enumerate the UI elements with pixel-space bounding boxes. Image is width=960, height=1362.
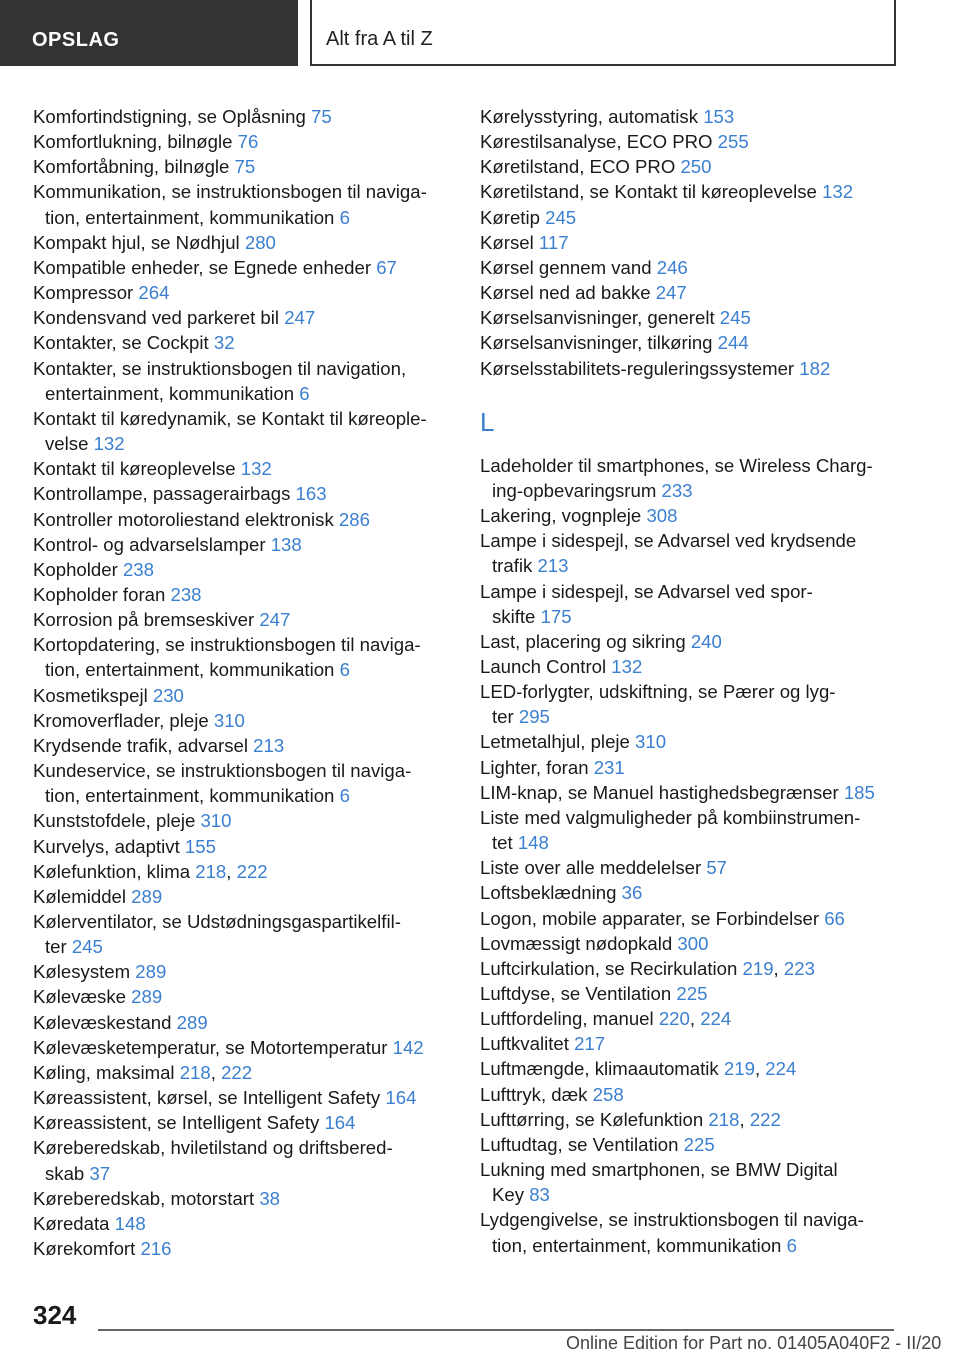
index-entry [33, 1085, 453, 1110]
entry-term: Kørselsanvisninger, generelt [480, 307, 720, 329]
page-reference-link[interactable]: 117 [538, 231, 569, 253]
entry-term: Kølevæske [33, 986, 132, 1008]
entry-term: Krydsende trafik, advarsel [33, 734, 254, 756]
index-entry [480, 255, 900, 280]
page-reference-link[interactable]: 153 [703, 106, 735, 127]
entry-term: Liste over alle meddelelser [480, 857, 707, 879]
entry-term: Lampe i sidespejl, se Advarsel ved krydsende [480, 530, 857, 552]
entry-term: Lydgengivelse, se instruktionsbogen til naviga- [480, 1209, 864, 1231]
page-reference-link[interactable]: 222 [221, 1061, 253, 1083]
index-entry [33, 356, 453, 406]
entry-term: Lighter, foran [480, 756, 594, 778]
page-reference-link[interactable]: 148 [114, 1212, 146, 1234]
page-reference-link[interactable]: 247 [259, 609, 291, 631]
entry-term: Lakering, vognpleje [480, 505, 647, 527]
index-entry [480, 1157, 900, 1207]
index-entry [480, 981, 900, 1006]
index-entry [33, 280, 453, 305]
entry-term: Kontrol- og advarselslamper [33, 533, 271, 555]
entry-term: Kopholder [33, 558, 123, 580]
page-reference-link[interactable]: 83 [529, 1184, 550, 1206]
entry-term: Kørsel gennem vand [480, 256, 657, 278]
entry-term: Lufttryk, dæk [480, 1083, 593, 1105]
entry-term: Køreassistent, kørsel, se Intelligent Safety [33, 1087, 386, 1109]
page-reference-link[interactable]: 182 [799, 357, 831, 379]
page-reference-link[interactable]: 6 [339, 206, 350, 228]
index-entry [33, 909, 453, 959]
page-reference-link[interactable]: 244 [717, 332, 749, 354]
index-entry [33, 959, 453, 984]
page-reference-link[interactable]: 132 [611, 655, 643, 677]
page-reference-link[interactable]: 163 [295, 483, 327, 505]
index-entry [480, 805, 900, 855]
index-entry [33, 607, 453, 632]
page-reference-link[interactable]: 245 [545, 206, 577, 228]
index-entry [33, 708, 453, 733]
entry-term: Kontakt til køredynamik, se Kontakt til køreople- [33, 407, 427, 429]
page-reference-link[interactable]: 231 [593, 756, 625, 778]
entry-term: Kopholder foran [33, 583, 171, 605]
index-entry [33, 1236, 453, 1261]
page-reference-link[interactable]: 185 [843, 781, 875, 803]
page-reference-link[interactable]: 300 [677, 932, 709, 954]
page-reference-link[interactable]: 225 [683, 1133, 715, 1155]
index-entry [480, 1056, 900, 1081]
index-entry [33, 733, 453, 758]
entry-term: LIM-knap, se Manuel hastighedsbegrænser [480, 781, 844, 803]
page-reference-link[interactable]: 213 [537, 555, 569, 577]
index-entry [33, 104, 453, 129]
index-entry [480, 305, 900, 330]
index-entry [33, 1186, 453, 1211]
entry-term: Køretilstand, ECO PRO [480, 156, 681, 178]
entry-term: Kølevæskestand [33, 1011, 177, 1033]
index-column-right [480, 104, 900, 1258]
index-entry [480, 780, 900, 805]
page-reference-link[interactable]: 245 [719, 307, 751, 329]
entry-term: Lukning med smartphonen, se BMW Digital [480, 1159, 838, 1181]
page-reference-link[interactable]: 6 [786, 1234, 797, 1256]
index-entry [480, 729, 900, 754]
entry-term-continued: ing-opbevaringsrum [492, 479, 662, 501]
page-reference-link[interactable]: 219 [742, 957, 774, 979]
page-reference-link[interactable]: 132 [93, 433, 125, 455]
index-entry [33, 255, 453, 280]
page-reference-link[interactable]: 289 [176, 1011, 208, 1033]
page-reference-link[interactable]: 75 [311, 106, 332, 127]
entry-term: Køreassistent, se Intelligent Safety [33, 1112, 325, 1134]
page-reference-link[interactable]: 36 [621, 882, 643, 904]
page-reference-link[interactable]: 238 [170, 583, 202, 605]
entry-term: Kontakter, se Cockpit [33, 332, 214, 354]
index-entry [480, 1006, 900, 1031]
index-entry [33, 330, 453, 355]
index-entry [33, 456, 453, 481]
index-entry [33, 1211, 453, 1236]
page-reference-link[interactable]: 142 [392, 1036, 424, 1058]
page-separator: , [689, 1008, 701, 1030]
index-entry [33, 129, 453, 154]
footer-divider [98, 1329, 894, 1331]
index-entry [33, 859, 453, 884]
page-reference-link[interactable]: 264 [138, 282, 170, 304]
index-entry [33, 884, 453, 909]
entry-term: Kromoverflader, pleje [33, 709, 214, 731]
page-reference-link[interactable]: 289 [131, 885, 163, 907]
entry-term: Ladeholder til smartphones, se Wireless Charg- [480, 454, 873, 476]
index-entry [480, 1031, 900, 1056]
entry-term: Kølefunktion, klima [33, 860, 196, 882]
entry-term: Kølevæsketemperatur, se Motortemperatur [33, 1036, 393, 1058]
entry-term: Kørelysstyring, automatisk [480, 106, 704, 127]
page-reference-link[interactable]: 223 [783, 957, 815, 979]
index-entry [480, 205, 900, 230]
index-entry [480, 679, 900, 729]
index-entry [33, 834, 453, 859]
page-separator: , [739, 1108, 750, 1130]
entry-term-continued: tion, entertainment, kommunikation [45, 206, 340, 228]
entry-term: Kølemiddel [33, 885, 132, 907]
entry-term: Logon, mobile apparater, se Forbindelser [480, 907, 825, 929]
entry-term: Kompressor [33, 282, 139, 304]
entry-term-continued: ter [492, 706, 519, 728]
index-column-left [33, 104, 453, 1261]
page-reference-link[interactable]: 308 [646, 505, 678, 527]
entry-term-continued: tion, entertainment, kommunikation [45, 659, 340, 681]
index-entry [480, 154, 900, 179]
index-entry [480, 503, 900, 528]
index-entry [480, 906, 900, 931]
index-entry [480, 528, 900, 578]
footer-edition-text [566, 1333, 941, 1354]
entry-term: Kompatible enheder, se Egnede enheder [33, 256, 377, 278]
entry-term: Kørsel ned ad bakke [480, 282, 656, 304]
entry-term-continued: entertainment, kommunikation [45, 382, 300, 404]
index-entry [480, 931, 900, 956]
index-entry [33, 1110, 453, 1135]
page-reference-link[interactable]: 218 [179, 1061, 211, 1083]
index-entry [33, 305, 453, 330]
section-tab: OPSLAG [0, 0, 298, 66]
entry-term: Launch Control [480, 655, 612, 677]
entry-term-continued: tion, entertainment, kommunikation [492, 1234, 787, 1256]
page-header [0, 0, 960, 66]
index-entry [33, 406, 453, 456]
entry-term-continued: ter [45, 936, 72, 958]
page-reference-link[interactable]: 240 [690, 630, 722, 652]
entry-term-continued: skifte [492, 605, 541, 627]
entry-term: Lampe i sidespejl, se Advarsel ved spor- [480, 580, 813, 602]
page-reference-link[interactable]: 6 [339, 659, 350, 681]
index-group-l [480, 453, 900, 1258]
page-reference-link[interactable]: 222 [749, 1108, 781, 1130]
index-entry [33, 1135, 453, 1185]
index-entry [33, 758, 453, 808]
edition-text: Online Edition for Part no. 01405A040F2 - II/20 [566, 1333, 942, 1353]
entry-term: Liste med valgmuligheder på kombiinstrumen- [480, 806, 861, 828]
page-reference-link[interactable]: 310 [635, 731, 667, 753]
index-entry [33, 507, 453, 532]
index-entry [480, 956, 900, 981]
index-entry [480, 330, 900, 355]
index-entry [33, 1010, 453, 1035]
entry-term-continued: tion, entertainment, kommunikation [45, 785, 340, 807]
page-reference-link[interactable]: 6 [339, 785, 350, 807]
page-reference-link[interactable]: 258 [592, 1083, 624, 1105]
entry-term: Kondensvand ved parkeret bil [33, 307, 285, 329]
entry-term-continued: skab [45, 1162, 90, 1184]
entry-term: Kontrollampe, passagerairbags [33, 483, 296, 505]
index-entry [33, 557, 453, 582]
index-entry [33, 1035, 453, 1060]
entry-term: Kontakter, se instruktionsbogen til navigation, [33, 357, 407, 379]
entry-term: Luftmængde, klimaautomatik [480, 1058, 724, 1080]
index-entry [480, 230, 900, 255]
page-reference-link[interactable]: 289 [131, 986, 163, 1008]
page-reference-link[interactable]: 218 [708, 1108, 740, 1130]
entry-term: Kontakt til køreoplevelse [33, 458, 241, 480]
entry-term: Kørselsstabilitets-reguleringssystemer [480, 357, 800, 379]
entry-term: Kørestilsanalyse, ECO PRO [480, 131, 718, 153]
entry-term: Kundeservice, se instruktionsbogen til naviga- [33, 760, 412, 782]
page-reference-link[interactable]: 38 [259, 1187, 280, 1209]
entry-term: Luftcirkulation, se Recirkulation [480, 957, 743, 979]
page-separator: , [754, 1058, 766, 1080]
entry-term: Luftudtag, se Ventilation [480, 1133, 684, 1155]
page-separator: , [226, 860, 237, 882]
index-entry [33, 1060, 453, 1085]
entry-term: Komfortåbning, bilnøgle [33, 156, 235, 178]
page-reference-link[interactable]: 155 [184, 835, 216, 857]
entry-term: Luftkvalitet [480, 1033, 575, 1055]
page-reference-link[interactable]: 238 [122, 558, 154, 580]
page-reference-link[interactable]: 247 [284, 307, 316, 329]
page-reference-link[interactable]: 216 [140, 1238, 172, 1260]
index-letter-heading: L [480, 406, 495, 437]
entry-term: Kommunikation, se instruktionsbogen til naviga- [33, 181, 427, 203]
page-reference-link[interactable]: 76 [237, 131, 259, 153]
page-reference-link[interactable]: 67 [376, 256, 397, 278]
page-reference-link[interactable]: 138 [270, 533, 302, 555]
entry-term: Kørselsanvisninger, tilkøring [480, 332, 718, 354]
entry-term: Letmetalhjul, pleje [480, 731, 636, 753]
page-reference-link[interactable]: 75 [234, 156, 256, 178]
page-reference-link[interactable]: 218 [195, 860, 227, 882]
entry-term: Lufttørring, se Kølefunktion [480, 1108, 709, 1130]
index-entry [480, 129, 900, 154]
page-separator: , [210, 1061, 222, 1083]
entry-term: Kortopdatering, se instruktionsbogen til naviga- [33, 634, 421, 656]
page-reference-link[interactable]: 213 [253, 734, 285, 756]
page-reference-link[interactable]: 6 [299, 382, 310, 404]
entry-term: Kunststofdele, pleje [33, 810, 201, 832]
index-entry [480, 1107, 900, 1132]
index-group-k [480, 104, 900, 381]
page-reference-link[interactable]: 280 [244, 231, 276, 253]
page-reference-link[interactable]: 222 [236, 860, 268, 882]
entry-term: Køretilstand, se Kontakt til køreoplevelse [480, 181, 823, 203]
index-entry [33, 808, 453, 833]
page-reference-link[interactable]: 246 [656, 256, 688, 278]
index-entry [480, 654, 900, 679]
entry-term: Køreberedskab, hviletilstand og driftsbered- [33, 1137, 393, 1159]
entry-term: Komfortlukning, bilnøgle [33, 131, 238, 153]
index-entry [33, 632, 453, 682]
entry-term: Køreberedskab, motorstart [33, 1187, 260, 1209]
page-number: 324 [33, 1300, 77, 1330]
page-reference-link[interactable]: 217 [574, 1033, 606, 1055]
entry-term: Kurvelys, adaptivt [33, 835, 185, 857]
page-reference-link[interactable]: 224 [700, 1008, 732, 1030]
entry-term: Komfortindstigning, se Oplåsning [33, 106, 312, 127]
entry-term: Kontroller motoroliestand elektronisk [33, 508, 339, 530]
page-reference-link[interactable]: 295 [518, 706, 550, 728]
entry-term: Korrosion på bremseskiver [33, 609, 260, 631]
index-entry [480, 179, 900, 204]
entry-term: Køredata [33, 1212, 115, 1234]
page-reference-link[interactable]: 37 [89, 1162, 111, 1184]
index-entry [480, 579, 900, 629]
entry-term-continued: velse [45, 433, 94, 455]
page-reference-link[interactable]: 247 [655, 282, 687, 304]
index-entry [480, 1207, 900, 1257]
index-entry [480, 629, 900, 654]
entry-term-continued: trafik [492, 555, 538, 577]
index-entry [480, 1132, 900, 1157]
index-entry [480, 104, 900, 129]
index-entry [33, 683, 453, 708]
page-reference-link[interactable]: 250 [680, 156, 712, 178]
entry-term-continued: tet [492, 832, 518, 854]
index-entry [480, 1082, 900, 1107]
page-reference-link[interactable]: 148 [517, 832, 549, 854]
page-reference-link[interactable]: 230 [152, 684, 184, 706]
page-reference-link[interactable]: 66 [824, 907, 845, 929]
entry-term: Kølerventilator, se Udstødningsgaspartikelfil- [33, 911, 401, 932]
section-title: Alt fra A til Z [310, 0, 896, 66]
page-reference-link[interactable]: 310 [200, 810, 232, 832]
page-reference-link[interactable]: 224 [765, 1058, 797, 1080]
page-reference-link[interactable]: 225 [676, 983, 708, 1004]
page-reference-link[interactable]: 132 [822, 181, 854, 203]
entry-term: Kørekomfort [33, 1238, 141, 1260]
page-separator: , [773, 957, 784, 979]
entry-term: Køling, maksimal [33, 1061, 180, 1083]
index-entry [33, 984, 453, 1009]
index-entry [480, 755, 900, 780]
entry-term-continued: Key [492, 1184, 530, 1206]
page-reference-link[interactable]: 220 [658, 1008, 690, 1030]
page-reference-link[interactable]: 164 [385, 1087, 417, 1109]
entry-term: Kompakt hjul, se Nødhjul [33, 231, 245, 253]
entry-term: Kosmetikspejl [33, 684, 153, 706]
entry-term: Køretip [480, 206, 546, 228]
page-reference-link[interactable]: 57 [706, 857, 728, 879]
entry-term: Loftsbeklædning [480, 882, 622, 904]
page-reference-link[interactable]: 175 [540, 605, 572, 627]
index-entry [33, 481, 453, 506]
page-reference-link[interactable]: 286 [338, 508, 370, 530]
index-entry [33, 154, 453, 179]
entry-term: Last, placering og sikring [480, 630, 691, 652]
index-entry [33, 230, 453, 255]
entry-term: Luftdyse, se Ventilation [480, 983, 677, 1004]
page-reference-link[interactable]: 219 [723, 1058, 755, 1080]
page-reference-link[interactable]: 132 [240, 458, 272, 480]
entry-term: Kørsel [480, 231, 539, 253]
page-reference-link[interactable]: 32 [213, 332, 235, 354]
index-entry [480, 453, 900, 503]
index-entry [480, 855, 900, 880]
entry-term: Kølesystem [33, 961, 136, 983]
page-reference-link[interactable]: 164 [324, 1112, 356, 1134]
index-entry [480, 280, 900, 305]
index-entry [33, 532, 453, 557]
index-entry [480, 880, 900, 905]
page-reference-link[interactable]: 233 [661, 479, 693, 501]
index-entry [33, 179, 453, 229]
page-reference-link[interactable]: 310 [213, 709, 245, 731]
page-reference-link[interactable]: 255 [717, 131, 749, 153]
entry-term: Lovmæssigt nødopkald [480, 932, 678, 954]
entry-term: LED-forlygter, udskiftning, se Pærer og lyg- [480, 681, 836, 703]
entry-term: Luftfordeling, manuel [480, 1008, 659, 1030]
page-reference-link[interactable]: 289 [135, 961, 167, 983]
page-reference-link[interactable]: 245 [71, 936, 103, 958]
index-entry [33, 582, 453, 607]
index-entry [480, 356, 900, 381]
